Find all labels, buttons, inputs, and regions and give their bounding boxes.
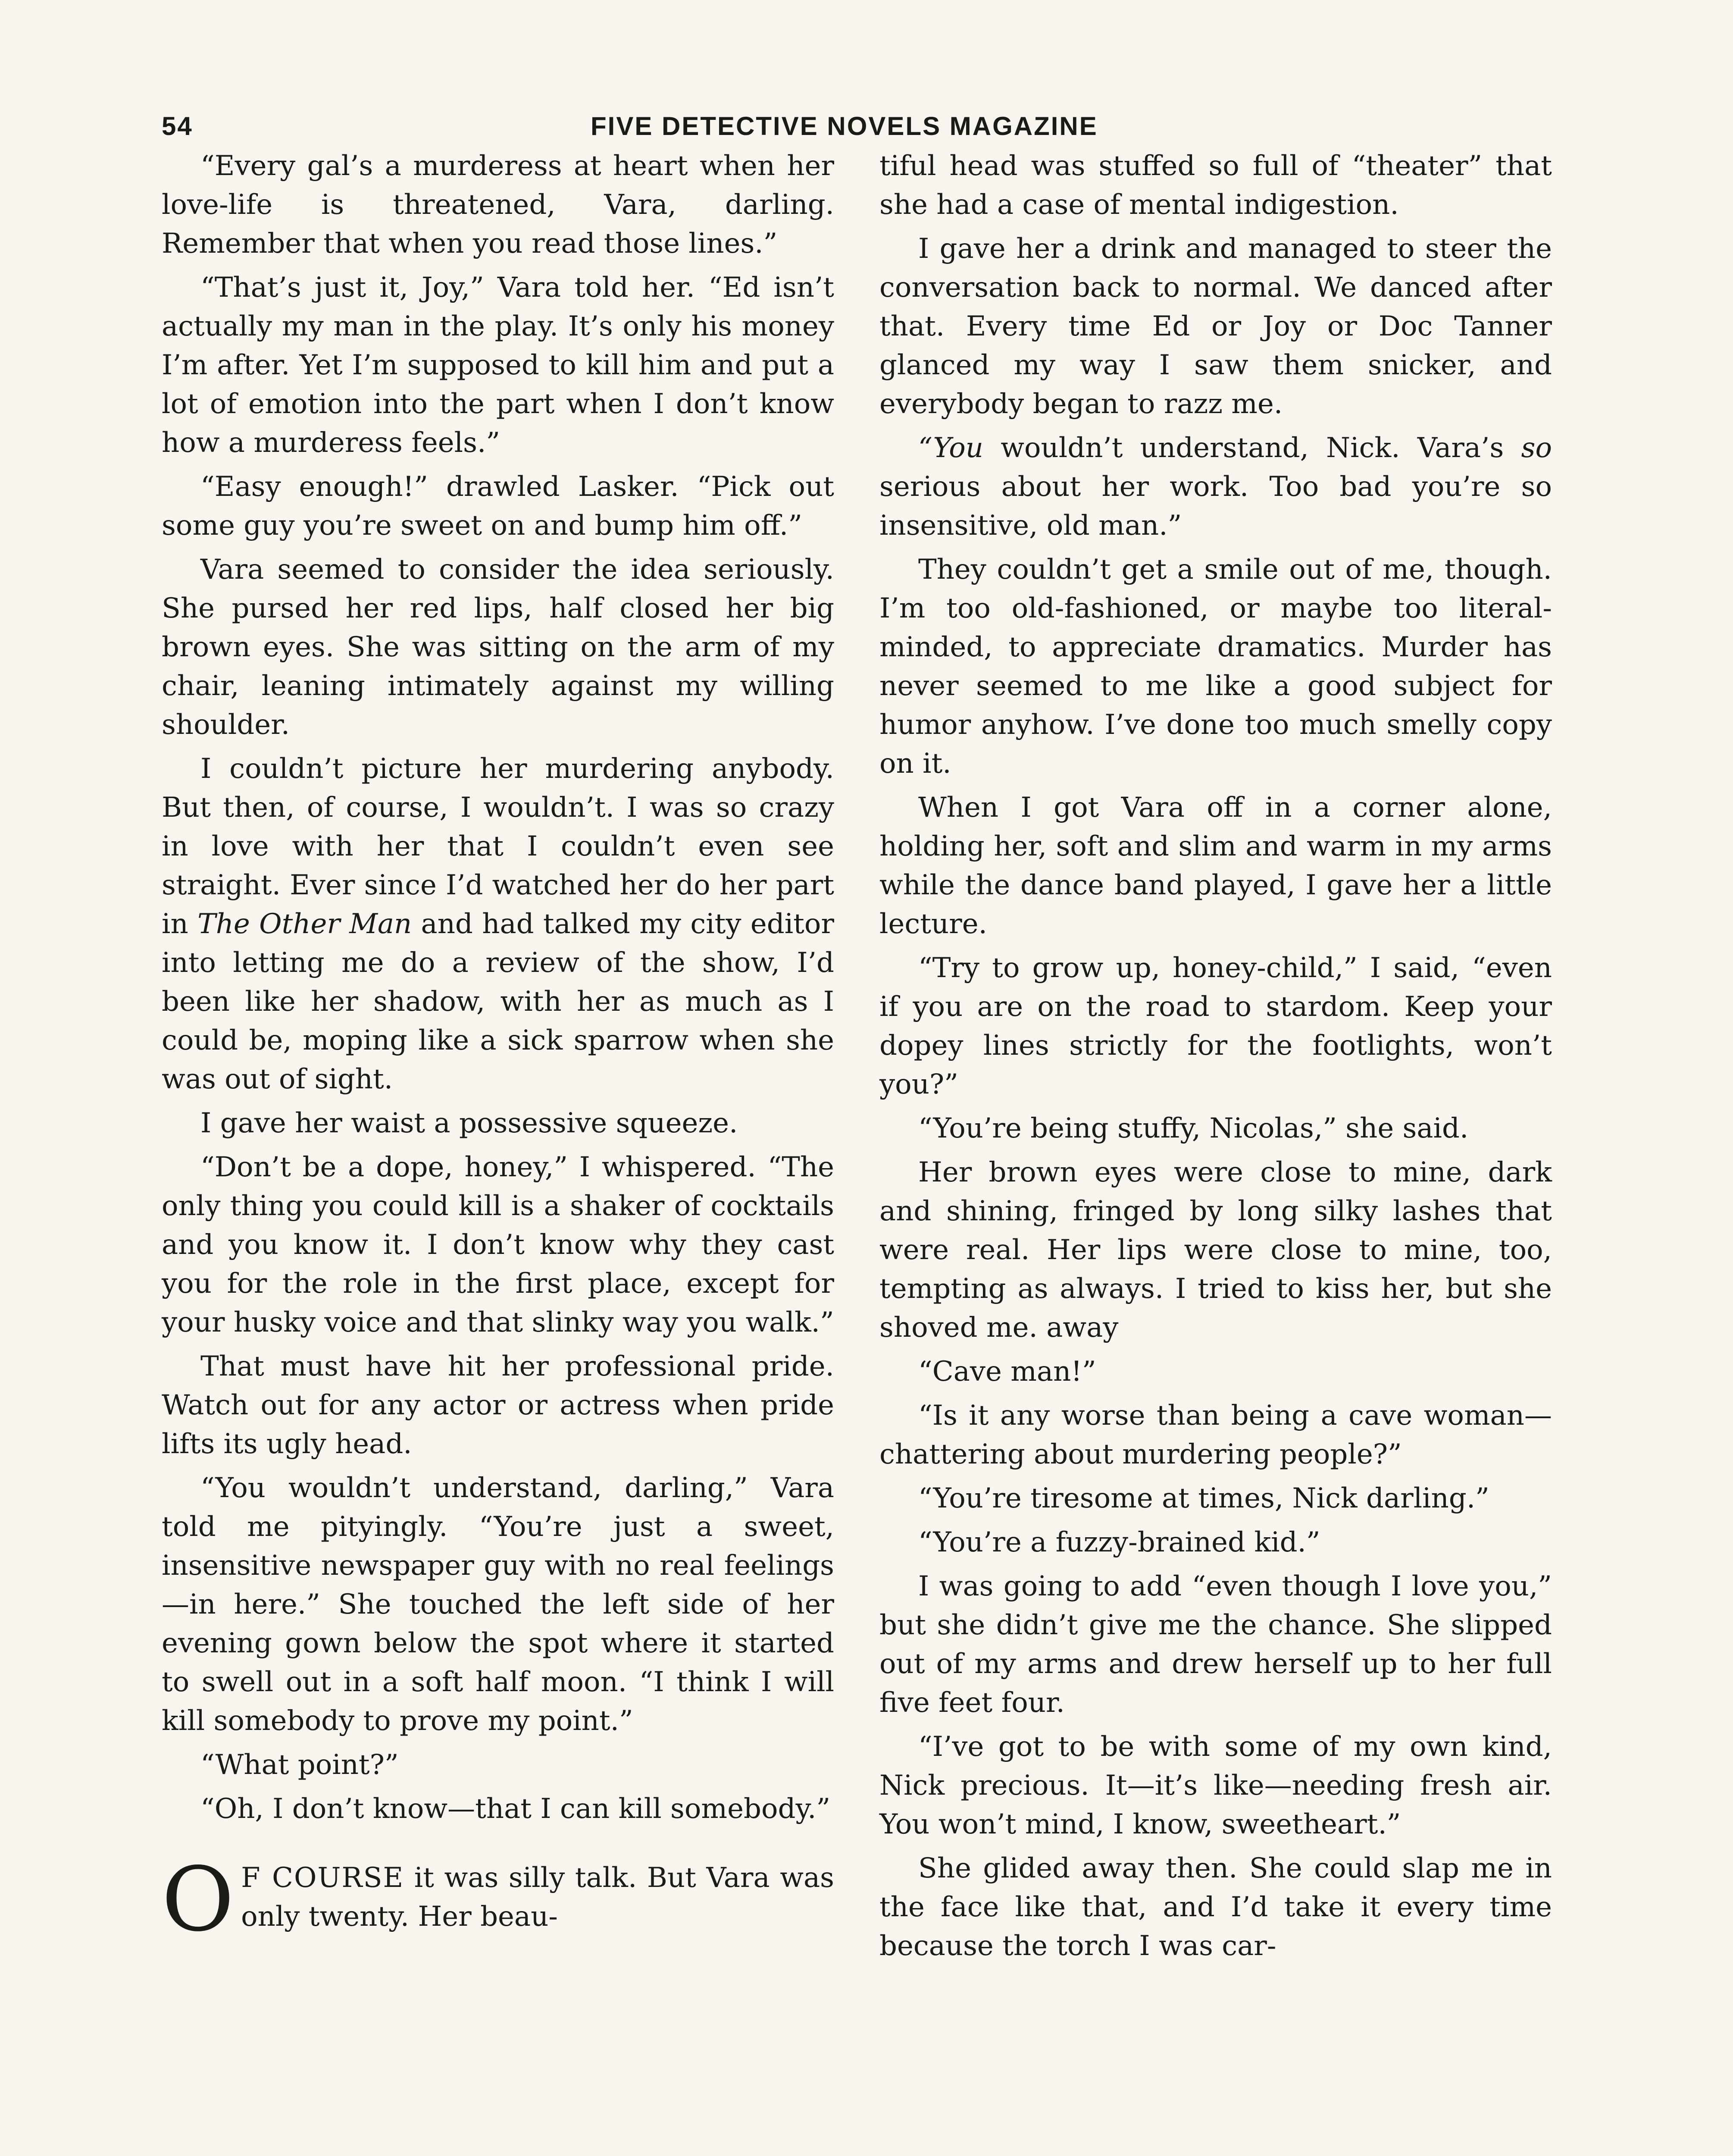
paragraph: “Don’t be a dope, honey,” I whispered. “The only thing you could kill is a shaker of cocktails and you know it. I don’t know why they cast you for the role in the first place, except for your husky voice and that slinky way you walk.”	[162, 1151, 834, 1338]
paragraph	[162, 749, 834, 1099]
paragraph: Her brown eyes were close to mine, dark and shining, fringed by long silky lashes that were real. Her lips were close to mine, too, tempting as always. I tried to kiss her, but she shoved me. away	[879, 1156, 1552, 1344]
italic-word: “You	[918, 432, 983, 464]
paragraph: I was going to add “even though I love you,” but she didn’t give me the chance. She slipped out of my arms and drew herself up to her full five feet four.	[879, 1570, 1552, 1719]
continued-paragraph: tiful head was stuffed so full of “theater” that she had a case of mental indigestion.	[879, 150, 1552, 221]
text-run: it was silly talk. But Vara was only twenty. Her beau-	[241, 1862, 835, 1933]
running-head	[162, 103, 1573, 150]
magazine-title: FIVE DETECTIVE NOVELS MAGAZINE	[591, 112, 1098, 141]
paragraph: “You wouldn’t understand, darling,” Vara told me pityingly. “You’re just a sweet, insensitive newspaper guy with no real feelings—in here.” She touched the left side of her evening gown below the spot where it started to swell out in a soft half moon. “I think I will kill somebody to prove my point.”	[162, 1472, 834, 1737]
paragraph: She glided away then. She could slap me in the face like that, and I’d take it every time because the torch I was car-	[879, 1852, 1552, 1962]
paragraph: When I got Vara off in a corner alone, holding her, soft and slim and warm in my arms while the dance band played, I gave her a little lecture.	[879, 792, 1552, 940]
text-run: wouldn’t understand, Nick. Vara’s	[983, 432, 1521, 464]
text-run: I couldn’t picture her murdering anybody. But then, of course, I wouldn’t. I was so crazy in love with her that I couldn’t even see straight. Ever since I’d watched her do her part in	[162, 753, 834, 940]
italic-title: The Other Man	[197, 908, 412, 940]
paragraph: “You’re being stuffy, Nicolas,” she said.	[918, 1112, 1469, 1144]
paragraph: Vara seemed to consider the idea seriously. She pursed her red lips, half closed her big brown eyes. She was sitting on the arm of my chair, leaning intimately against my willing shoulder.	[162, 554, 834, 741]
paragraph: “Cave man!”	[918, 1356, 1096, 1388]
small-caps-lead: F COURSE	[241, 1862, 404, 1894]
paragraph	[879, 429, 1552, 545]
paragraph: They couldn’t get a smile out of me, though. I’m too old-fashioned, or maybe too literal-minded, to appreciate dramatics. Murder has never seemed to me like a good subject for humor anyhow. I’ve done too much smelly copy on it.	[879, 554, 1552, 780]
drop-cap: O	[162, 1849, 235, 1951]
text-run: serious about her work. Too bad you’re so insensitive, old man.”	[879, 471, 1552, 542]
paragraph: That must have hit her professional pride. Watch out for any actor or actress when pride lifts its ugly head.	[162, 1351, 834, 1460]
paragraph: “Every gal’s a murderess at heart when her love-life is threatened, Vara, darling. Remember that when you read those lines.”	[162, 150, 834, 260]
paragraph: “Try to grow up, honey-child,” I said, “even if you are on the road to stardom. Keep your dopey lines strictly for the footlights, won’t you?”	[879, 952, 1552, 1100]
right-column	[879, 147, 1552, 1971]
paragraph: I gave her a drink and managed to steer the conversation back to normal. We danced after that. Every time Ed or Joy or Doc Tanner glanced my way I saw them snicker, and everybody began to razz me.	[879, 233, 1552, 420]
paragraph: “Easy enough!” drawled Lasker. “Pick out some guy you’re sweet on and bump him off.”	[162, 471, 834, 542]
paragraph: “What point?”	[200, 1749, 399, 1781]
section-opening-paragraph	[162, 1849, 835, 1951]
paragraph: “Oh, I don’t know—that I can kill somebody.”	[200, 1793, 831, 1825]
page-number: 54	[162, 112, 193, 141]
text-run: and had talked my city editor into letting me do a review of the show, I’d been like her shadow, with her as much as I could be, moping like a sick sparrow when she was out of sight.	[162, 908, 835, 1095]
italic-word: so	[1521, 432, 1552, 464]
paragraph: “I’ve got to be with some of my own kind, Nick precious. It—it’s like—needing fresh air. You won’t mind, I know, sweetheart.”	[879, 1731, 1552, 1840]
paragraph: “You’re tiresome at times, Nick darling.”	[918, 1482, 1489, 1514]
paragraph: I gave her waist a possessive squeeze.	[200, 1107, 738, 1139]
left-column	[162, 147, 835, 1951]
paragraph: “Is it any worse than being a cave woman—chattering about murdering people?”	[879, 1400, 1552, 1470]
paragraph: “You’re a fuzzy-brained kid.”	[918, 1526, 1320, 1558]
paragraph: “That’s just it, Joy,” Vara told her. “Ed isn’t actually my man in the play. It’s only his money I’m after. Yet I’m supposed to kill him and put a lot of emotion into the part when I don’t know how a murderess feels.”	[162, 272, 834, 459]
